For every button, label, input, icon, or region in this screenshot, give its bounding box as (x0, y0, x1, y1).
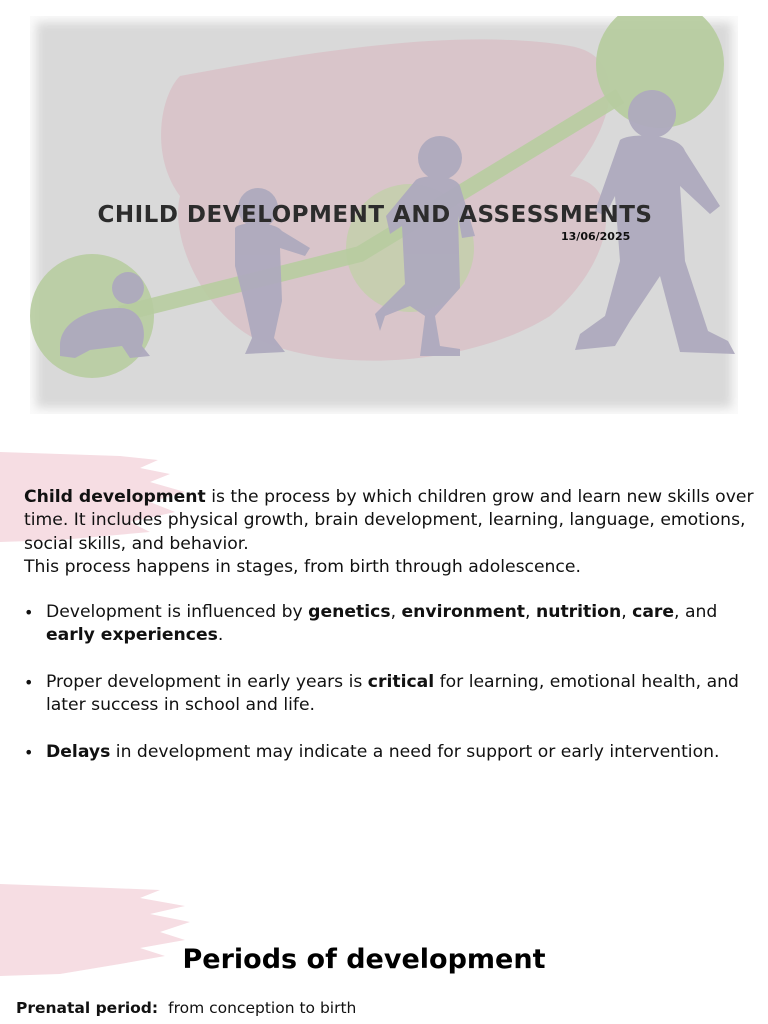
keyword-environment: environment (401, 602, 526, 622)
key-points-list (24, 601, 748, 787)
intro-paragraph (24, 486, 754, 580)
section-heading-periods: Periods of development (182, 944, 546, 975)
separator: , (525, 602, 536, 622)
keyword-nutrition: nutrition (535, 602, 622, 622)
keyword-care: care (632, 602, 675, 622)
definition-body: is the process by which children grow and learn new skills over time. It includes physical growth, brain development, learning, language, emotions, social skills, and behavior. (24, 487, 754, 554)
period-item-prenatal (16, 999, 356, 1017)
stages-text: This process happens in stages, from birth through adolescence. (24, 557, 581, 578)
definition-term: Child development (24, 487, 206, 507)
keyword-early-experiences: early experiences (46, 625, 218, 646)
keyword-genetics: genetics (308, 602, 391, 622)
keyword-delays: Delays (46, 741, 111, 762)
title-slide-banner (30, 16, 738, 414)
separator: . (217, 625, 224, 646)
bullet-text: Proper development in early years is (46, 671, 368, 692)
bullet-text: Development is influenced by (46, 602, 309, 622)
separator: , (621, 602, 633, 622)
list-item (24, 601, 748, 648)
slide-title: CHILD DEVELOPMENT AND ASSESSMENTS (97, 202, 653, 228)
keyword-critical: critical (367, 671, 435, 692)
separator: , (390, 602, 402, 622)
period-description: from conception to birth (168, 999, 357, 1017)
slide-date: 13/06/2025 (561, 230, 631, 243)
separator: , and (674, 602, 718, 622)
bullet-text: for learning, emotional health, and later success in school and life. (46, 671, 739, 716)
period-label: Prenatal period: (16, 999, 159, 1017)
bullet-text: in development may indicate a need for support or early intervention. (110, 741, 720, 762)
list-item (24, 671, 748, 718)
definition-text (24, 486, 754, 556)
list-item (24, 741, 748, 764)
